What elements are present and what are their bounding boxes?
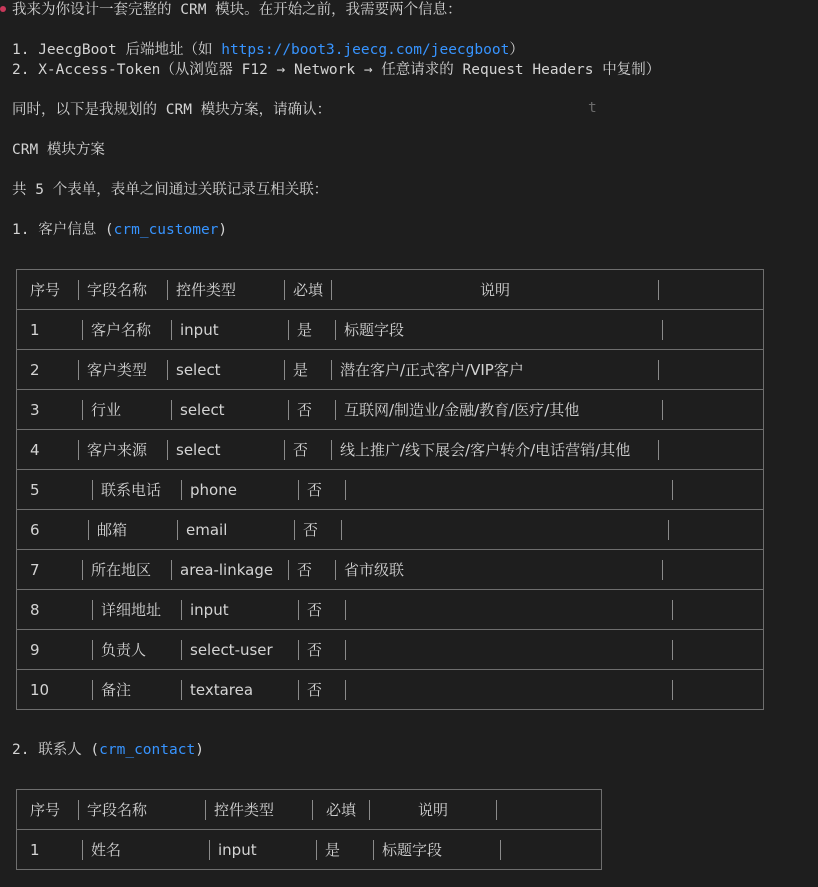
column-divider	[82, 560, 83, 580]
table-cell: 行业	[91, 401, 122, 419]
table-cell: 是	[293, 361, 309, 379]
table-cell: 1	[30, 320, 40, 339]
column-divider	[181, 640, 182, 660]
column-header: 必填	[293, 281, 324, 299]
table-header-row	[17, 790, 602, 830]
column-divider	[662, 400, 663, 420]
table-cell: 3	[30, 400, 40, 419]
column-divider	[82, 840, 83, 860]
column-divider	[171, 400, 172, 420]
column-divider	[672, 680, 673, 700]
column-header: 控件类型	[176, 281, 237, 299]
table-cell: area-linkage	[180, 560, 274, 579]
table-cell: 潜在客户/正式客户/VIP客户	[340, 361, 524, 379]
column-divider	[316, 840, 317, 860]
column-divider	[298, 640, 299, 660]
section-1-table-code: crm_customer	[113, 222, 219, 238]
column-divider	[294, 520, 295, 540]
table-cell: 详细地址	[101, 601, 162, 619]
table-cell: 客户名称	[91, 321, 152, 339]
message-bullet-icon	[0, 6, 6, 12]
confirm-line: 同时，以下是我规划的 CRM 模块方案，请确认：	[12, 102, 332, 118]
table-cell: input	[218, 840, 257, 859]
table-cell: 邮箱	[97, 521, 128, 539]
table-row	[17, 590, 764, 630]
requirement-item-1	[12, 40, 524, 60]
plan-title: CRM 模块方案	[12, 142, 105, 158]
column-divider	[88, 520, 89, 540]
table-row	[17, 670, 764, 710]
column-divider	[373, 840, 374, 860]
table-cell: 否	[293, 441, 309, 459]
column-divider	[82, 320, 83, 340]
table-cell: 否	[307, 681, 323, 699]
column-divider	[662, 320, 663, 340]
column-divider	[284, 440, 285, 460]
table-cell: 标题字段	[382, 841, 443, 859]
customer-fields-table	[16, 269, 764, 710]
column-divider	[331, 280, 332, 300]
column-divider	[331, 360, 332, 380]
table-row	[17, 830, 602, 870]
column-divider	[181, 600, 182, 620]
column-divider	[78, 360, 79, 380]
table-cell: input	[190, 600, 229, 619]
column-divider	[335, 400, 336, 420]
table-row	[17, 510, 764, 550]
requirement-item-1-suffix: ）	[509, 42, 524, 58]
column-divider	[658, 440, 659, 460]
table-cell: 客户类型	[87, 361, 148, 379]
column-divider	[345, 480, 346, 500]
column-header: 字段名称	[87, 801, 148, 819]
column-divider	[298, 600, 299, 620]
table-cell: 所在地区	[91, 561, 152, 579]
column-divider	[171, 560, 172, 580]
table-row	[17, 390, 764, 430]
column-header: 序号	[30, 801, 61, 819]
table-cell: 7	[30, 560, 40, 579]
section-2-prefix: 2. 联系人 (	[12, 742, 100, 758]
column-divider	[284, 360, 285, 380]
column-divider	[167, 360, 168, 380]
column-divider	[167, 440, 168, 460]
column-divider	[288, 560, 289, 580]
stray-character: t	[588, 100, 597, 116]
column-divider	[335, 560, 336, 580]
column-divider	[496, 800, 497, 820]
table-cell: 是	[297, 321, 313, 339]
column-divider	[78, 800, 79, 820]
table-cell: 省市级联	[344, 561, 405, 579]
column-divider	[672, 480, 673, 500]
section-2-suffix: )	[195, 742, 204, 758]
column-divider	[668, 520, 669, 540]
table-row	[17, 430, 764, 470]
column-divider	[312, 800, 313, 820]
table-cell: input	[180, 320, 219, 339]
column-divider	[205, 800, 206, 820]
table-cell: select	[176, 440, 221, 459]
table-cell: 6	[30, 520, 40, 539]
table-cell: 4	[30, 440, 40, 459]
table-cell: 是	[325, 841, 341, 859]
table-row	[17, 470, 764, 510]
section-1-suffix: )	[218, 222, 228, 238]
table-cell: 8	[30, 600, 40, 619]
column-divider	[345, 600, 346, 620]
column-divider	[288, 400, 289, 420]
section-2-heading	[12, 740, 204, 760]
column-header: 字段名称	[87, 281, 148, 299]
column-divider	[167, 280, 168, 300]
column-divider	[181, 480, 182, 500]
column-divider	[369, 800, 370, 820]
table-cell: 否	[297, 561, 313, 579]
column-divider	[284, 280, 285, 300]
column-divider	[345, 640, 346, 660]
table-cell: 否	[307, 601, 323, 619]
table-cell: 备注	[101, 681, 132, 699]
column-divider	[78, 440, 79, 460]
table-cell: 否	[303, 521, 319, 539]
column-divider	[672, 640, 673, 660]
table-cell: 负责人	[101, 641, 147, 659]
column-divider	[662, 560, 663, 580]
column-divider	[672, 600, 673, 620]
column-divider	[345, 680, 346, 700]
table-row	[17, 350, 764, 390]
table-cell: 否	[307, 481, 323, 499]
column-divider	[177, 520, 178, 540]
requirement-item-1-text: 1. JeecgBoot 后端地址（如	[12, 42, 222, 58]
column-divider	[181, 680, 182, 700]
column-divider	[298, 680, 299, 700]
table-cell: 线上推广/线下展会/客户转介/电话营销/其他	[340, 441, 631, 459]
table-cell: 互联网/制造业/金融/教育/医疗/其他	[344, 401, 580, 419]
table-row	[17, 630, 764, 670]
table-row	[17, 550, 764, 590]
column-divider	[82, 400, 83, 420]
column-divider	[92, 600, 93, 620]
table-cell: email	[186, 520, 228, 539]
column-header: 控件类型	[214, 801, 275, 819]
column-divider	[171, 320, 172, 340]
column-divider	[658, 280, 659, 300]
table-cell: 10	[30, 680, 50, 699]
column-header: 说明	[417, 801, 448, 819]
column-divider	[78, 280, 79, 300]
plan-description: 共 5 个表单，表单之间通过关联记录互相关联：	[12, 182, 329, 198]
table-cell: 姓名	[91, 841, 122, 859]
column-header: 序号	[30, 281, 61, 299]
table-cell: phone	[190, 480, 237, 499]
intro-line: 我来为你设计一套完整的 CRM 模块。在开始之前，我需要两个信息：	[12, 2, 462, 18]
column-divider	[92, 480, 93, 500]
column-divider	[92, 640, 93, 660]
column-divider	[658, 360, 659, 380]
table-cell: 2	[30, 360, 40, 379]
table-row	[17, 310, 764, 350]
column-divider	[209, 840, 210, 860]
table-cell: 标题字段	[344, 321, 405, 339]
table-header-row	[17, 270, 764, 310]
table-cell: select	[176, 360, 221, 379]
table-cell: 5	[30, 480, 40, 499]
table-cell: 否	[297, 401, 313, 419]
section-2-table-code: crm_contact	[99, 742, 196, 758]
contact-fields-table	[16, 789, 602, 870]
table-cell: 1	[30, 840, 40, 859]
table-cell: select-user	[190, 640, 273, 659]
column-divider	[298, 480, 299, 500]
table-cell: textarea	[190, 680, 254, 699]
column-divider	[331, 440, 332, 460]
column-header: 必填	[325, 801, 356, 819]
column-divider	[335, 320, 336, 340]
column-divider	[500, 840, 501, 860]
section-1-heading	[12, 220, 227, 240]
column-divider	[288, 320, 289, 340]
column-divider	[341, 520, 342, 540]
table-cell: 联系电话	[101, 481, 162, 499]
table-cell: select	[180, 400, 225, 419]
backend-url-link[interactable]: https://boot3.jeecg.com/jeecgboot	[221, 42, 510, 58]
table-cell: 客户来源	[87, 441, 148, 459]
table-cell: 否	[307, 641, 323, 659]
column-header: 说明	[479, 281, 510, 299]
section-1-prefix: 1. 客户信息 (	[12, 222, 114, 238]
column-divider	[92, 680, 93, 700]
requirement-item-2: 2. X-Access-Token（从浏览器 F12 → Network → 任意请求的 Request Headers 中复制）	[12, 62, 661, 78]
table-cell: 9	[30, 640, 40, 659]
